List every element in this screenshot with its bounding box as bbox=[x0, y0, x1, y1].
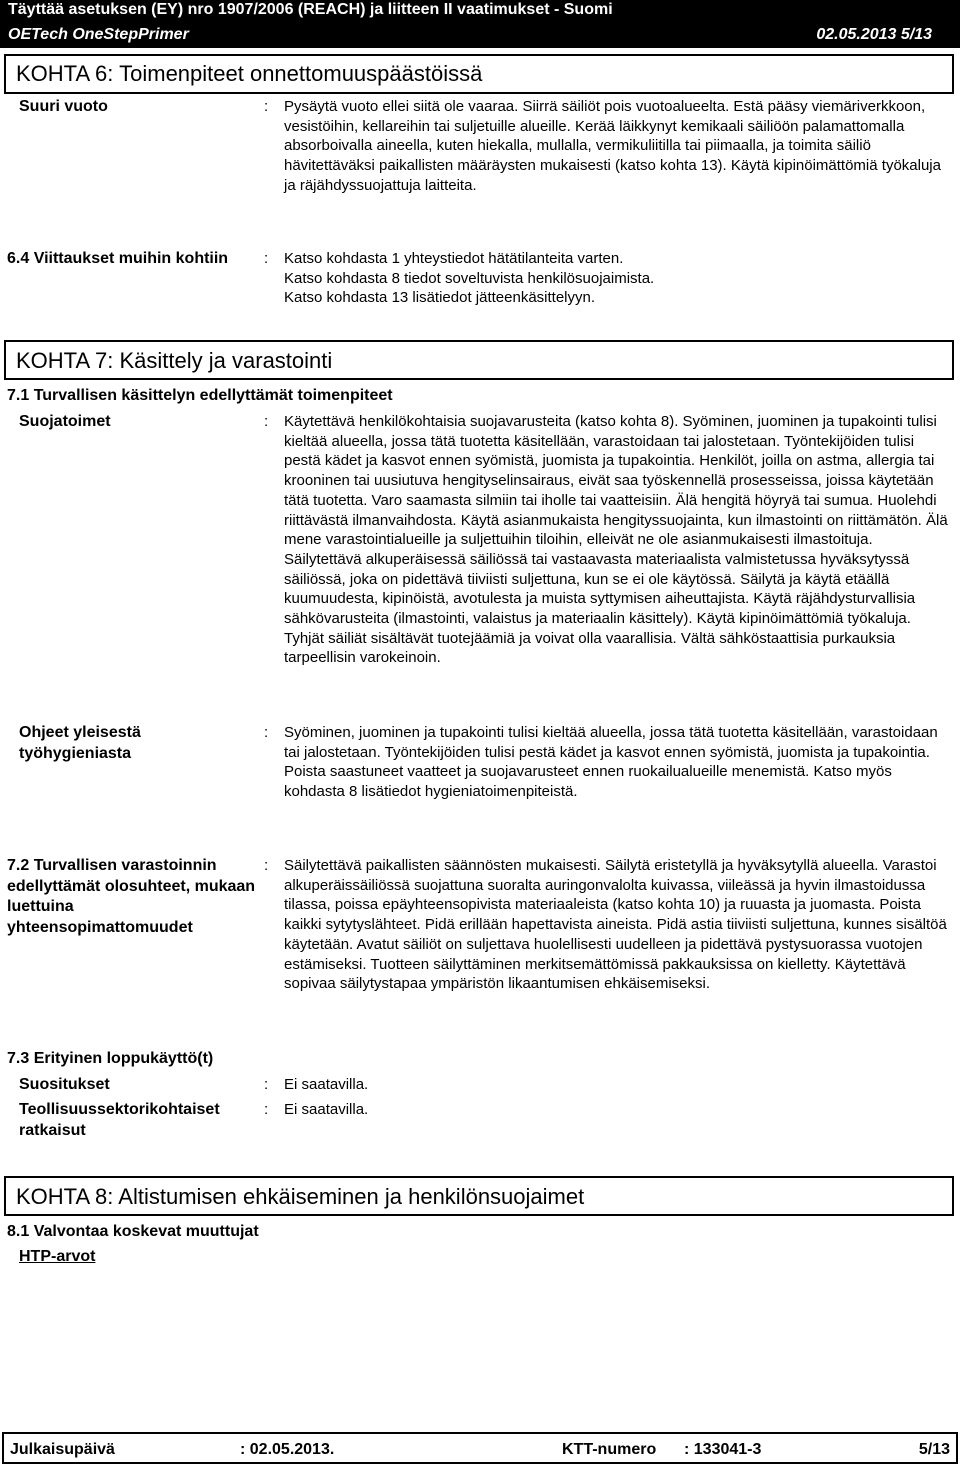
document-header bbox=[0, 0, 960, 48]
issue-date-label: Julkaisupäivä bbox=[10, 1441, 115, 1458]
large-spill-text: Pysäytä vuoto ellei siitä ole vaaraa. Siirrä säiliöt pois vuotoalueelta. Estä pääsy viemäriverkkoon, vesistöihin, kellareihin tai suljetuille alueille. Kerää läikkynyt kemikaali säiliöön palamattomalla absorboivalla aineella, kuten hiekalla, mullalla, vermikuliitilla tai piimaalla, ja toimita säiliö hävitettäväksi paikallisten määräysten mukaisesti (katso kohta 13). Käytä kipinöimättömiä työkaluja ja räjähdyssuojattuja laitteita. bbox=[284, 98, 941, 194]
protective-measures-text: Käytettävä henkilökohtaisia suojavarusteita (katso kohta 8). Syöminen, juominen ja tupakointi tulisi kieltää alueella, jossa tätä tuotetta käsitellään, varastoidaan tai jalostetaan. Työntekijöiden tulisi pestä kädet ja kasvot ennen syömistä, juomista ja tupakointia. Henkilöt, joilla on astma, allergia tai krooninen tai uusiutuva hengityselinsairaus, eivät saa työskennellä prosesseissa, joissa käytetään tätä tuotetta. Varo saamasta silmiin tai iholle tai vaatteisiin. Älä hengitä höyryä tai sumua. Huolehdi riittävästä ilmanvaihdosta. Käytä asianmukaista hengityssuojainta, kun ilmastointi on riittämätön. Älä mene varastointialueille ja suljettuihin tiloihin, elleivät ne ole asianmukaisesti ilmastoituja. Säilytettävä alkuperäisessä säiliössä tai vastaavasta materiaalista valmistetussa hyväksytyssä säiliössä, joka on pidettävä tiiviisti suljettuna, kun se ei ole käytössä. Säilytä ja käytä etäällä kuumuudesta, kipinöistä, avotulesta ja muista syttymisen aiheuttajista. Käytä räjähdysturvallisia sähkövarusteita (ilmastointi, valaistus ja materiaalin käsittely). Käytä kipinöimättömiä työkaluja. Tyhjät säiliät sisältävät tuotejäämiä ja voivat olla vaarallisia. Vältä sähköstaattisia purkauksia tarpeellisin varokeinoin. bbox=[284, 413, 948, 667]
regulation-title: Täyttää asetuksen (EY) nro 1907/2006 (REACH) ja liitteen II vaatimukset - Suomi bbox=[8, 1, 613, 18]
section-7-title: KOHTA 7: Käsittely ja varastointi bbox=[16, 348, 333, 373]
header-date-page: 02.05.2013 5/13 bbox=[816, 26, 932, 43]
section-8-title: KOHTA 8: Altistumisen ehkäiseminen ja henkilönsuojaimet bbox=[16, 1184, 585, 1209]
references-text bbox=[284, 249, 954, 308]
industry-solutions-label: Teollisuussektorikohtaiset ratkaisut bbox=[19, 1101, 220, 1139]
colon: : bbox=[264, 724, 269, 741]
footer-page-number: 5/13 bbox=[918, 1441, 950, 1458]
colon: : bbox=[264, 857, 269, 874]
reference-line-3: Katso kohdasta 13 lisätiedot jätteenkäsittelyyn. bbox=[284, 289, 596, 307]
storage-conditions-text: Säilytettävä paikallisten säännösten mukaisesti. Säilytä eristetyllä ja hyväksytyllä alueella. Varastoi alkuperäissäiliössä suojattuna suoralta auringonvalolta kuivassa, viileässä ja hyvin ilmastoidussa tilassa, poissa epäyhteensopivista materiaaleista (katso kohta 10) ja ruuasta ja juomasta. Poista kaikki sytytyslähteet. Pidä erillään hapettavista aineista. Pidä astia tiiviisti suljettuna, kunnes sisältöä käytetään. Avatut säiliöt on suljettava huolellisesti uudelleen ja pidettävä pystysuorassa vuotojen estämiseksi. Tuotteen säilyttäminen merkitsemättömissä pakkauksissa on kielletty. Käytettävä sopivaa säilytystapaa ympäristön likaantumisen ehkäisemiseksi. bbox=[284, 857, 947, 993]
recommendations-value: Ei saatavilla. bbox=[284, 1076, 369, 1093]
ktt-number-label: KTT-numero bbox=[562, 1441, 657, 1458]
section-6-header bbox=[4, 54, 954, 94]
htp-values-heading: HTP-arvot bbox=[19, 1248, 96, 1265]
hygiene-text: Syöminen, juominen ja tupakointi tulisi kieltää alueella, jossa tätä tuotetta käsitellään, varastoidaan tai jalostetaan. Työntekijöiden tulisi pestä kädet ja kasvot ennen syömistä, juomista ja tupakointia. Poista saastuneet vaatteet ja suojavarusteet ennen ruokailualueille menemistä. Katso myös kohdasta 8 lisätiedot hygieniatoimenpiteistä. bbox=[284, 724, 938, 801]
subsection-7-1: 7.1 Turvallisen käsittelyn edellyttämät toimenpiteet bbox=[7, 387, 393, 404]
ktt-number-value: : 133041-3 bbox=[684, 1441, 762, 1458]
protective-measures-label: Suojatoimet bbox=[19, 413, 111, 430]
recommendations-label: Suositukset bbox=[19, 1076, 110, 1093]
references-label: 6.4 Viittaukset muihin kohtiin bbox=[7, 250, 229, 267]
colon: : bbox=[264, 98, 269, 115]
colon: : bbox=[264, 413, 269, 430]
colon: : bbox=[264, 250, 269, 267]
industry-solutions-value: Ei saatavilla. bbox=[284, 1101, 369, 1118]
subsection-7-3: 7.3 Erityinen loppukäyttö(t) bbox=[7, 1050, 214, 1067]
reference-line-2: Katso kohdasta 8 tiedot soveltuvista henkilösuojaimista. bbox=[284, 269, 655, 287]
product-name: OETech OneStepPrimer bbox=[8, 26, 189, 43]
issue-date-value: : 02.05.2013. bbox=[240, 1441, 335, 1458]
section-6-title: KOHTA 6: Toimenpiteet onnettomuuspäästöissä bbox=[16, 61, 483, 86]
colon: : bbox=[264, 1101, 269, 1118]
large-spill-label: Suuri vuoto bbox=[19, 98, 108, 115]
hygiene-label: Ohjeet yleisestä työhygieniasta bbox=[19, 724, 141, 762]
colon: : bbox=[264, 1076, 269, 1093]
storage-conditions-label: 7.2 Turvallisen varastoinnin edellyttämät olosuhteet, mukaan luettuina yhteensopimattomuudet bbox=[7, 857, 256, 936]
reference-line-1: Katso kohdasta 1 yhteystiedot hätätilanteita varten. bbox=[284, 250, 624, 267]
section-8-header bbox=[4, 1176, 954, 1216]
section-7-header bbox=[4, 340, 954, 380]
document-footer bbox=[2, 1432, 958, 1464]
subsection-8-1: 8.1 Valvontaa koskevat muuttujat bbox=[7, 1223, 259, 1240]
